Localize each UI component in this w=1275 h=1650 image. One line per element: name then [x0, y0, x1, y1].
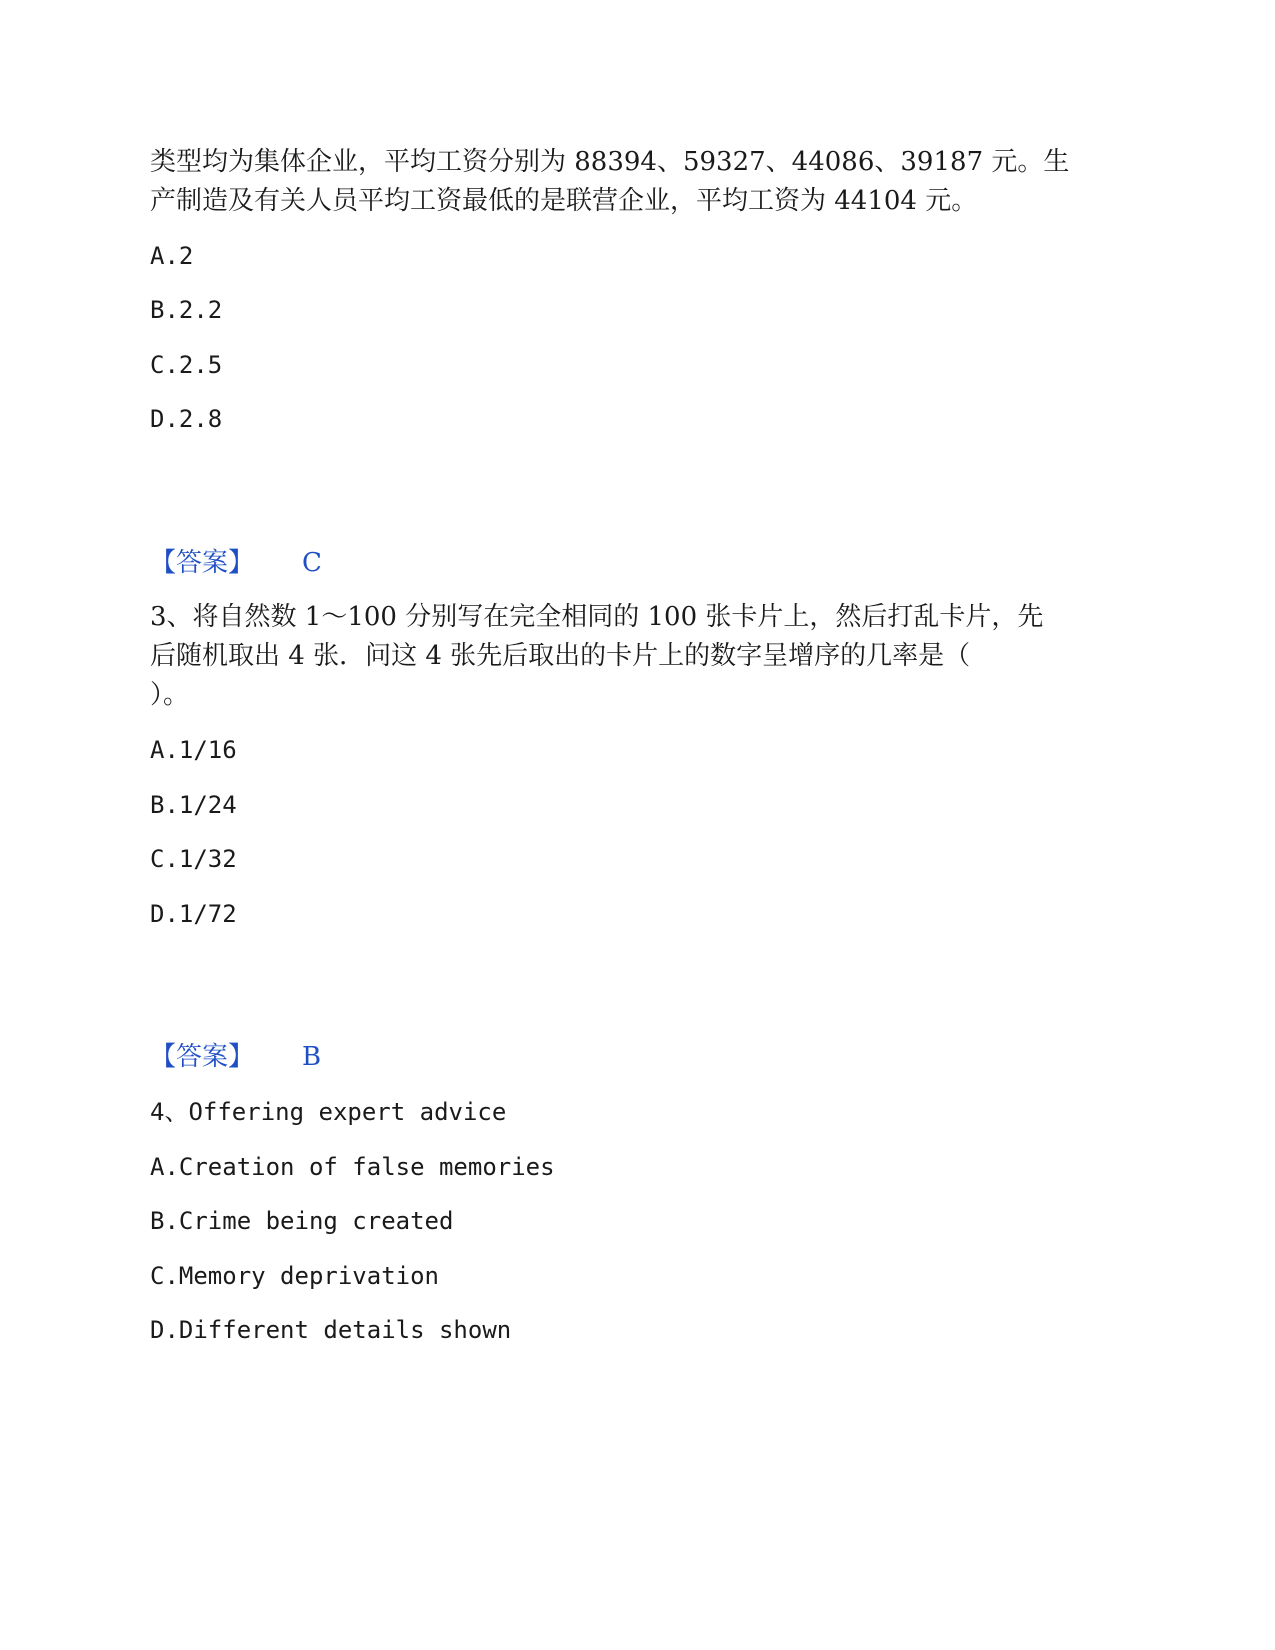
q2-option-b: B.2.2	[150, 296, 223, 324]
q3-answer-value: B	[302, 1042, 322, 1072]
q4-option-d: D.Different details shown	[150, 1316, 512, 1344]
q4-stem: 4、Offering expert advice	[150, 1098, 507, 1126]
q2-answer-label: 【答案】	[150, 548, 255, 578]
q3-answer	[150, 1037, 321, 1077]
q4-option-c: C.Memory deprivation	[150, 1262, 439, 1290]
q3-option-c: C.1/32	[150, 845, 237, 873]
q3-option-d: D.1/72	[150, 900, 237, 928]
q3-answer-label: 【答案】	[150, 1042, 255, 1072]
q4-option-b: B.Crime being created	[150, 1207, 454, 1235]
q3-option-b: B.1/24	[150, 791, 237, 819]
q2-stem-line-2: 产制造及有关人员平均工资最低的是联营企业，平均工资为 44104 元。	[150, 186, 978, 216]
q2-option-c: C.2.5	[150, 351, 223, 379]
q3-option-a: A.1/16	[150, 736, 237, 764]
q2-answer	[150, 543, 322, 583]
q3-stem-line-1: 3、将自然数 1～100 分别写在完全相同的 100 张卡片上，然后打乱卡片，先	[150, 602, 1044, 632]
q3-stem-line-3: ）。	[150, 680, 190, 710]
q2-answer-value: C	[302, 548, 322, 578]
q2-stem-line-1: 类型均为集体企业，平均工资分别为 88394、59327、44086、39187 元。生	[150, 147, 1070, 177]
q2-option-d: D.2.8	[150, 405, 223, 433]
q2-option-a: A.2	[150, 242, 194, 270]
q4-option-a: A.Creation of false memories	[150, 1153, 555, 1181]
q3-stem-line-2: 后随机取出 4 张．问这 4 张先后取出的卡片上的数字呈增序的几率是（	[150, 641, 971, 671]
